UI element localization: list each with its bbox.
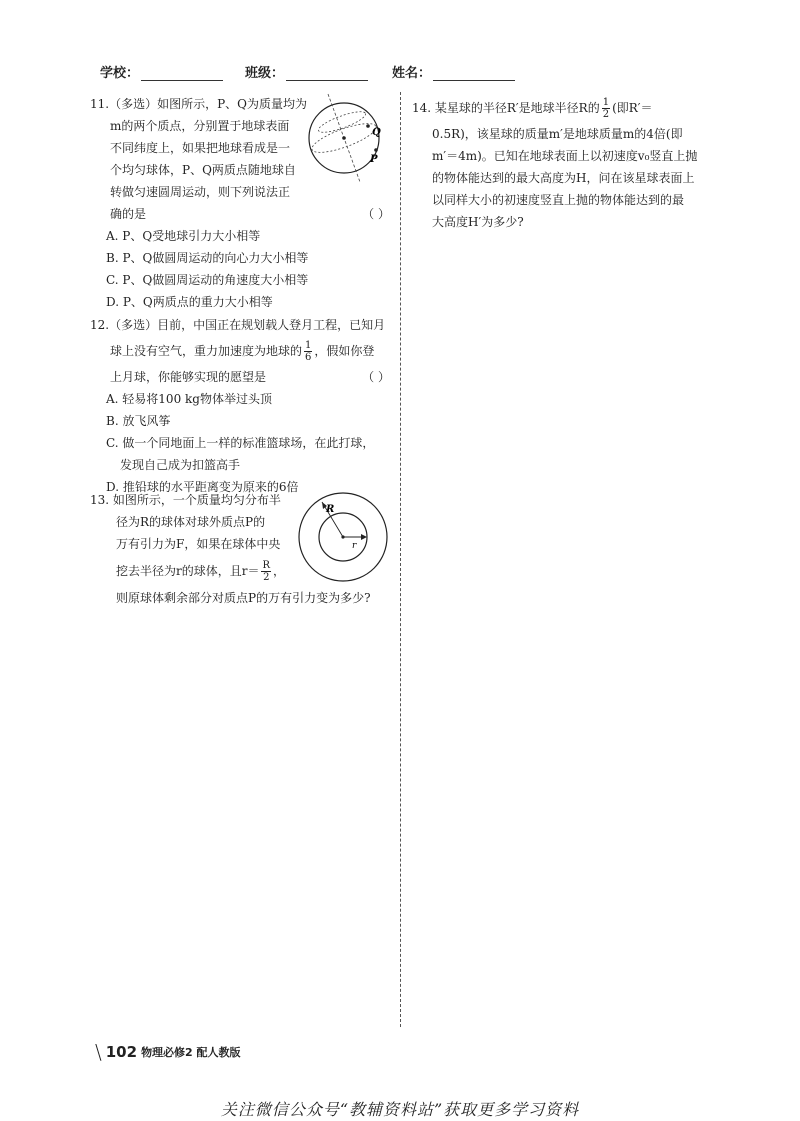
name-field bbox=[392, 62, 515, 81]
q11-line bbox=[90, 203, 390, 225]
label-small-r: r bbox=[352, 541, 357, 551]
q12-text: 球上没有空气，重力加速度为地球的 bbox=[110, 344, 303, 358]
earth-sphere-diagram bbox=[298, 92, 390, 184]
answer-bracket: （ ） bbox=[362, 370, 390, 384]
column-divider bbox=[400, 92, 401, 1027]
option-b: B. 放飞风筝 bbox=[106, 414, 171, 428]
q11-line: 11.（多选）如图所示，P、Q为质量均为 bbox=[90, 97, 307, 111]
option-d: D. 推铅球的水平距离变为原来的6倍 bbox=[106, 480, 299, 494]
q13-line: 13. 如图所示，一个质量均匀分布半 bbox=[90, 493, 281, 507]
q11-line: 个均匀球体，P、Q两质点随地球自 bbox=[110, 163, 296, 177]
q14-line: 以同样大小的初速度竖直上抛的物体能达到的最 bbox=[432, 193, 685, 207]
option-d: D. P、Q两质点的重力大小相等 bbox=[106, 295, 273, 309]
fraction-r-half: $\frac{R}{2}$ bbox=[262, 560, 271, 583]
q14-line: 大高度H′为多少? bbox=[432, 215, 524, 229]
q14-line: m′＝4m)。已知在地球表面上以初速度v₀竖直上抛 bbox=[432, 149, 698, 163]
footer-slash: \ bbox=[95, 1040, 102, 1064]
school-blank bbox=[141, 66, 223, 81]
q11-line: 转做匀速圆周运动，则下列说法正 bbox=[110, 185, 291, 199]
q14-text: 14. 某星球的半径R′是地球半径R的 bbox=[412, 101, 600, 115]
q14-line: 的物体能达到的最大高度为H，问在该星球表面上 bbox=[432, 171, 695, 185]
q12-line: 12.（多选）目前，中国正在规划载人登月工程，已知月 bbox=[90, 318, 386, 332]
q14-line: 0.5R)，该星球的质量m′是地球质量m的4倍(即 bbox=[432, 127, 683, 141]
label-big-r: R bbox=[326, 504, 335, 515]
option-a: A. 轻易将100 kg物体举过头顶 bbox=[106, 392, 272, 406]
label-q: Q bbox=[372, 127, 381, 138]
class-field bbox=[245, 62, 368, 81]
q13-line: 径为R的球体对球外质点P的 bbox=[116, 515, 266, 529]
option-c: C. 做一个同地面上一样的标准篮球场，在此打球， bbox=[106, 436, 375, 450]
option-c-cont: 发现自己成为扣篮高手 bbox=[120, 458, 241, 472]
q13-line: 挖去半径为r的球体，且r＝ $\frac{R}{2}$ ， bbox=[116, 560, 286, 583]
hollow-sphere-diagram bbox=[296, 490, 390, 584]
question-14 bbox=[412, 93, 717, 233]
q13-line: 万有引力为F，如果在球体中央 bbox=[116, 537, 281, 551]
q12-text: ，假如你登 bbox=[314, 344, 375, 358]
page-footer bbox=[95, 1040, 241, 1064]
school-field bbox=[100, 62, 223, 81]
fraction-one-sixth: $\frac{1}{6}$ bbox=[305, 340, 312, 363]
q14-text: (即R′＝ bbox=[612, 101, 653, 115]
label-p: P bbox=[370, 154, 378, 165]
q13-line: 则原球体剩余部分对质点P的万有引力变为多少? bbox=[116, 591, 371, 605]
book-title: 物理必修2 配人教版 bbox=[141, 1046, 241, 1059]
school-label: 学校： bbox=[100, 66, 140, 81]
q12-line-end: 上月球，你能够实现的愿望是 bbox=[110, 370, 267, 384]
option-b: B. P、Q做圆周运动的向心力大小相等 bbox=[106, 251, 309, 265]
name-label: 姓名： bbox=[392, 66, 432, 81]
q11-line-end: 确的是 bbox=[110, 207, 147, 221]
q14-line bbox=[412, 93, 717, 123]
class-blank bbox=[286, 66, 368, 81]
option-c: C. P、Q做圆周运动的角速度大小相等 bbox=[106, 273, 309, 287]
q13-text: 挖去半径为r的球体，且r＝ bbox=[116, 564, 260, 578]
answer-bracket: （ ） bbox=[362, 207, 390, 221]
class-label: 班级： bbox=[245, 66, 285, 81]
question-12 bbox=[90, 314, 390, 498]
fraction-one-half: $\frac{1}{2}$ bbox=[602, 97, 610, 120]
name-blank bbox=[433, 66, 515, 81]
page-number: 102 bbox=[105, 1043, 138, 1061]
q11-line: 不同纬度上，如果把地球看成是一 bbox=[110, 141, 291, 155]
option-a: A. P、Q受地球引力大小相等 bbox=[106, 229, 261, 243]
q12-line bbox=[90, 336, 390, 366]
q12-line bbox=[90, 366, 390, 388]
promo-footer-note: 关注微信公众号“教辅资料站”获取更多学习资料 bbox=[220, 1100, 580, 1119]
q11-line: m的两个质点，分别置于地球表面 bbox=[110, 119, 290, 133]
